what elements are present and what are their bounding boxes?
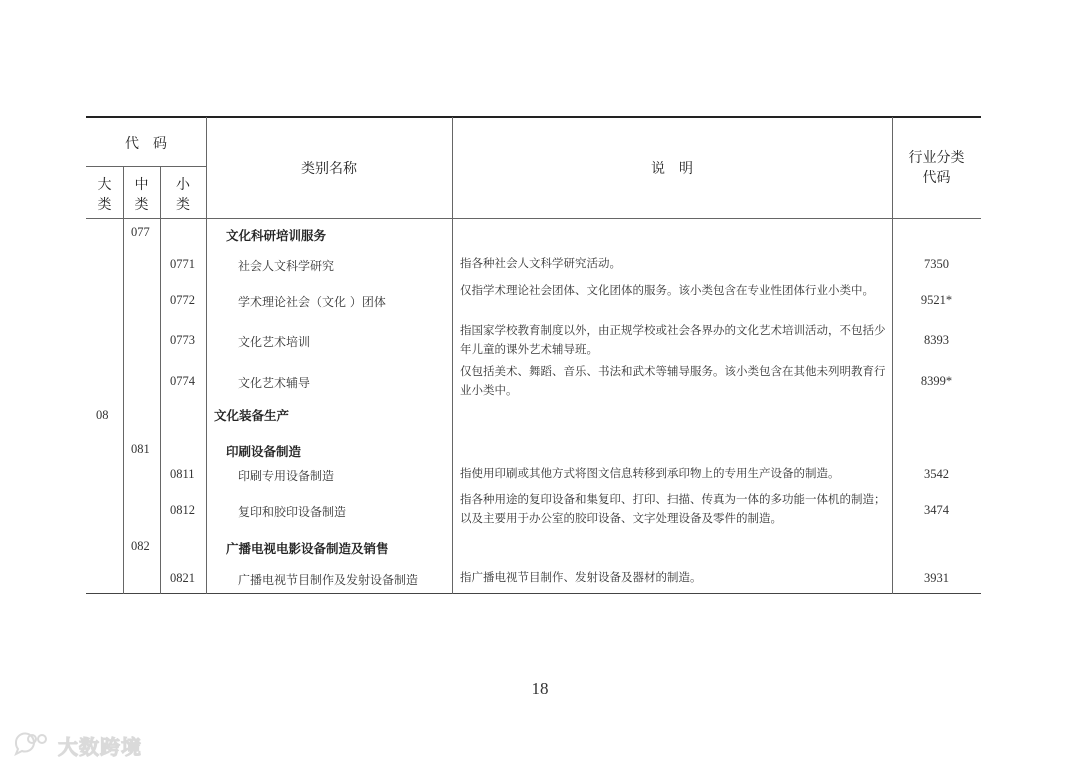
header-description: 说 明 xyxy=(651,161,693,177)
row-0772-name: 学术理论社会（文化 ）团体 xyxy=(238,295,386,309)
row-0821-name: 广播电视节目制作及发射设备制造 xyxy=(238,573,419,587)
row-081-name: 印刷设备制造 xyxy=(226,444,302,459)
row-0771-desc: 指各种社会人文科学研究活动。 xyxy=(460,256,621,270)
col-divider-name xyxy=(452,117,453,594)
row-0771-code: 0771 xyxy=(170,257,195,271)
row-0774-desc: 仅包括美术、舞蹈、音乐、书法和武术等辅导服务。该小类包含在其他未列明教育行业小类中。 xyxy=(460,364,886,397)
table-top-rule xyxy=(86,116,981,118)
row-0771-industry-code: 7350 xyxy=(924,257,949,271)
row-0771-name: 社会人文科学研究 xyxy=(238,259,335,273)
table-bottom-rule xyxy=(86,593,981,594)
header-category-name: 类别名称 xyxy=(301,161,357,177)
header-middle: 中 类 xyxy=(134,177,149,213)
row-0812-name: 复印和胶印设备制造 xyxy=(238,505,347,519)
row-08-name: 文化装备生产 xyxy=(214,408,290,423)
row-0773-code: 0773 xyxy=(170,333,195,347)
watermark xyxy=(12,730,142,760)
row-077-name: 文化科研培训服务 xyxy=(226,228,327,243)
speech-bubble-logo-icon xyxy=(12,730,54,760)
row-0773-name: 文化艺术培训 xyxy=(238,335,311,349)
row-081-middle-code: 081 xyxy=(131,442,150,456)
row-0812-industry-code: 3474 xyxy=(924,503,949,517)
code-group-rule xyxy=(86,166,206,167)
col-divider-desc xyxy=(892,117,893,594)
header-major: 大 类 xyxy=(97,177,112,213)
row-0772-desc: 仅指学术理论社会团体、文化团体的服务。该小类包含在专业性团体行业小类中。 xyxy=(460,283,874,297)
watermark-text: 大数跨境 xyxy=(58,734,142,759)
col-divider-minor xyxy=(206,117,207,594)
row-0821-industry-code: 3931 xyxy=(924,571,949,585)
row-077-middle-code: 077 xyxy=(131,225,150,239)
row-0811-industry-code: 3542 xyxy=(924,467,949,481)
col-divider-middle xyxy=(160,166,161,594)
row-0812-code: 0812 xyxy=(170,503,195,517)
row-0811-name: 印刷专用设备制造 xyxy=(238,469,335,483)
header-code-group: 代 码 xyxy=(125,136,167,152)
row-0812-desc: 指各种用途的复印设备和集复印、打印、扫描、传真为一体的多功能一体机的制造；以及主要用于办公室的胶印设备、文字处理设备及零件的制造。 xyxy=(460,492,886,525)
row-0773-desc: 指国家学校教育制度以外，由正规学校或社会各界办的文化艺术培训活动，不包括少年儿童的课外艺术辅导班。 xyxy=(460,323,886,356)
row-0772-code: 0772 xyxy=(170,293,195,307)
row-082-middle-code: 082 xyxy=(131,539,150,553)
row-0811-code: 0811 xyxy=(170,467,195,481)
row-0821-desc: 指广播电视节目制作、发射设备及器材的制造。 xyxy=(460,570,702,584)
row-0811-desc: 指使用印刷或其他方式将图文信息转移到承印物上的专用生产设备的制造。 xyxy=(460,466,840,480)
row-082-name: 广播电视电影设备制造及销售 xyxy=(226,541,389,556)
col-divider-major xyxy=(123,166,124,594)
header-bottom-rule xyxy=(86,218,981,219)
row-08-major-code: 08 xyxy=(96,408,109,422)
header-minor: 小 类 xyxy=(176,177,190,213)
row-0774-industry-code: 8399* xyxy=(920,374,953,388)
page-number: 18 xyxy=(531,679,549,698)
row-0821-code: 0821 xyxy=(170,571,195,585)
row-0773-industry-code: 8393 xyxy=(924,333,949,347)
row-0774-name: 文化艺术辅导 xyxy=(238,376,311,390)
row-0774-code: 0774 xyxy=(170,374,195,388)
header-industry-code: 行业分类 代码 xyxy=(908,150,965,186)
row-0772-industry-code: 9521* xyxy=(920,293,953,307)
